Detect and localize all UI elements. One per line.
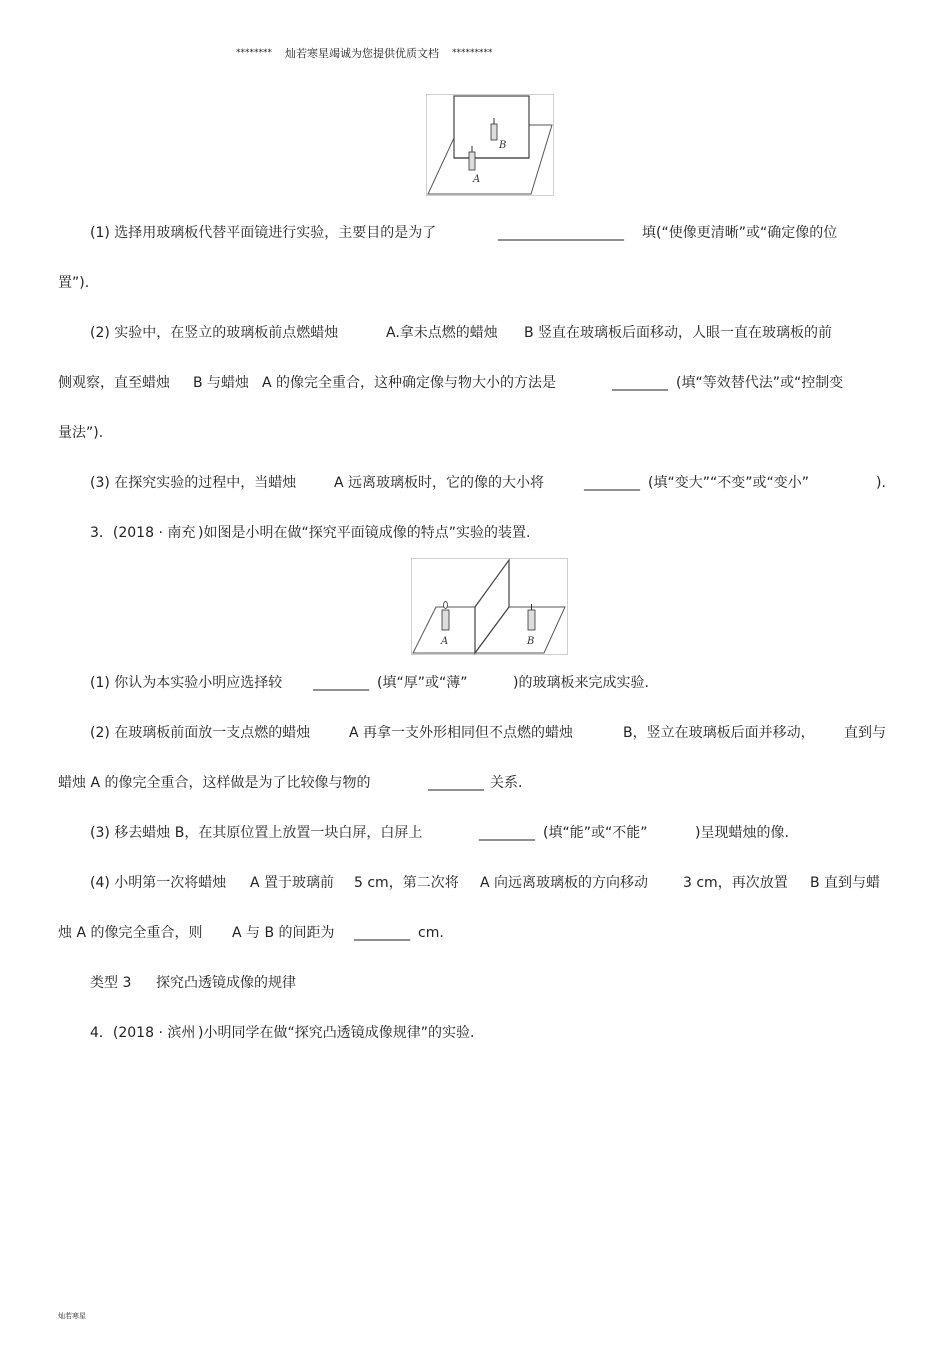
- footer-text: 灿若寒星: [58, 1312, 86, 1320]
- q3-p4-end: cm.: [418, 925, 444, 941]
- q3-p1-hint: (填“厚”或“薄”: [377, 675, 468, 691]
- candle-a-icon: [469, 152, 475, 170]
- header-stars-left: ********: [236, 48, 272, 58]
- q2-p3-hint: (填“变大”“不变”或“变小”: [648, 475, 809, 491]
- q3-p3-end: )呈现蜡烛的像.: [695, 825, 789, 841]
- flame-icon: [444, 602, 448, 609]
- q4-intro-text: )小明同学在做“探究凸透镜成像规律”的实验.: [198, 1025, 475, 1041]
- q3-intro-source: 3．(2018 · 南充: [90, 525, 196, 541]
- fig1-label-b: B: [499, 140, 507, 151]
- header-title: 灿若寒星竭诚为您提供优质文档: [285, 47, 439, 60]
- q3-p4-text-f: B 直到与蜡: [810, 875, 881, 891]
- q3-p2-blank[interactable]: ________: [428, 775, 484, 791]
- q2-p3-blank[interactable]: ________: [584, 475, 640, 491]
- q2-p2-text-c: B 竖直在玻璃板后面移动，人眼一直在玻璃板的前: [524, 325, 833, 341]
- q3-p2-text-b: A 再拿一支外形相同但不点燃的蜡烛: [349, 725, 574, 741]
- q3-p2-end: 关系.: [490, 775, 523, 791]
- q3-p2-text-c: B，竖立在玻璃板后面并移动，: [623, 725, 815, 741]
- q3-p3-text: (3) 移去蜡烛 B，在其原位置上放置一块白屏，白屏上: [90, 825, 423, 841]
- q3-p1-text: (1) 你认为本实验小明应选择较: [90, 675, 283, 691]
- mirror-experiment-figure-2: [411, 558, 568, 655]
- q2-p2-blank[interactable]: ________: [612, 375, 668, 391]
- fig1-label-a: A: [473, 174, 481, 185]
- q3-p1-blank[interactable]: ________: [313, 675, 369, 691]
- q3-p4-text-b: A 置于玻璃前: [250, 875, 335, 891]
- q3-p3-blank[interactable]: ________: [479, 825, 535, 841]
- fig2-label-b: B: [527, 636, 535, 647]
- q2-p2-text: (2) 实验中，在竖立的玻璃板前点燃蜡烛: [90, 325, 339, 341]
- q2-p1-text: (1) 选择用玻璃板代替平面镜进行实验，主要目的是为了: [90, 225, 437, 241]
- q2-p3-text-b: A 远离玻璃板时，它的像的大小将: [334, 475, 545, 491]
- q3-p2-text-d: 直到与: [844, 725, 886, 741]
- q3-intro-text: )如图是小明在做“探究平面镜成像的特点”实验的装置.: [198, 525, 531, 541]
- q3-p2-text-e: 蜡烛 A 的像完全重合，这样做是为了比较像与物的: [58, 775, 371, 791]
- q2-p3-end: ).: [876, 475, 886, 491]
- q2-p1-hint: 填(“使像更清晰”或“确定像的位: [642, 225, 838, 241]
- q3-p4-text: (4) 小明第一次将蜡烛: [90, 875, 227, 891]
- candle-a-icon: [442, 610, 449, 630]
- q4-intro-source: 4．(2018 · 滨州: [90, 1025, 196, 1041]
- fig2-label-a: A: [441, 636, 449, 647]
- q3-p4-text-d: A 向远离玻璃板的方向移动: [480, 875, 649, 891]
- q2-p2-text-f: A 的像完全重合，这种确定像与物大小的方法是: [262, 375, 557, 391]
- q3-p4-text-c: 5 cm，第二次将: [354, 875, 459, 891]
- q2-p1-cont: 置”).: [58, 275, 90, 291]
- mirror-experiment-figure-1: [426, 94, 554, 196]
- q3-p1-end: )的玻璃板来完成实验.: [513, 675, 649, 691]
- q2-p2-text-e: B 与蜡烛: [193, 375, 250, 391]
- q3-p4-blank[interactable]: ________: [354, 925, 410, 941]
- candle-b-icon: [491, 124, 497, 140]
- q2-p3-text: (3) 在探究实验的过程中，当蜡烛: [90, 475, 297, 491]
- q3-p3-hint: (填“能”或“不能”: [543, 825, 648, 841]
- header-stars-right: *********: [452, 48, 493, 58]
- q2-p2-cont: 量法”).: [58, 425, 104, 441]
- q2-p2-text-d: 侧观察，直至蜡烛: [58, 375, 170, 391]
- q3-p4-text-h: A 与 B 的间距为: [232, 925, 335, 941]
- q3-p2-text: (2) 在玻璃板前面放一支点燃的蜡烛: [90, 725, 311, 741]
- q2-p1-blank[interactable]: __________________: [498, 225, 624, 241]
- type3-title: 探究凸透镜成像的规律: [156, 975, 296, 991]
- q3-p4-text-e: 3 cm，再次放置: [683, 875, 788, 891]
- q2-p2-hint: (填“等效替代法”或“控制变: [676, 375, 844, 391]
- candle-b-icon: [528, 610, 535, 630]
- type3-label: 类型 3: [90, 975, 132, 991]
- q2-p2-text-b: A.拿未点燃的蜡烛: [386, 325, 498, 341]
- q3-p4-text-g: 烛 A 的像完全重合，则: [58, 925, 203, 941]
